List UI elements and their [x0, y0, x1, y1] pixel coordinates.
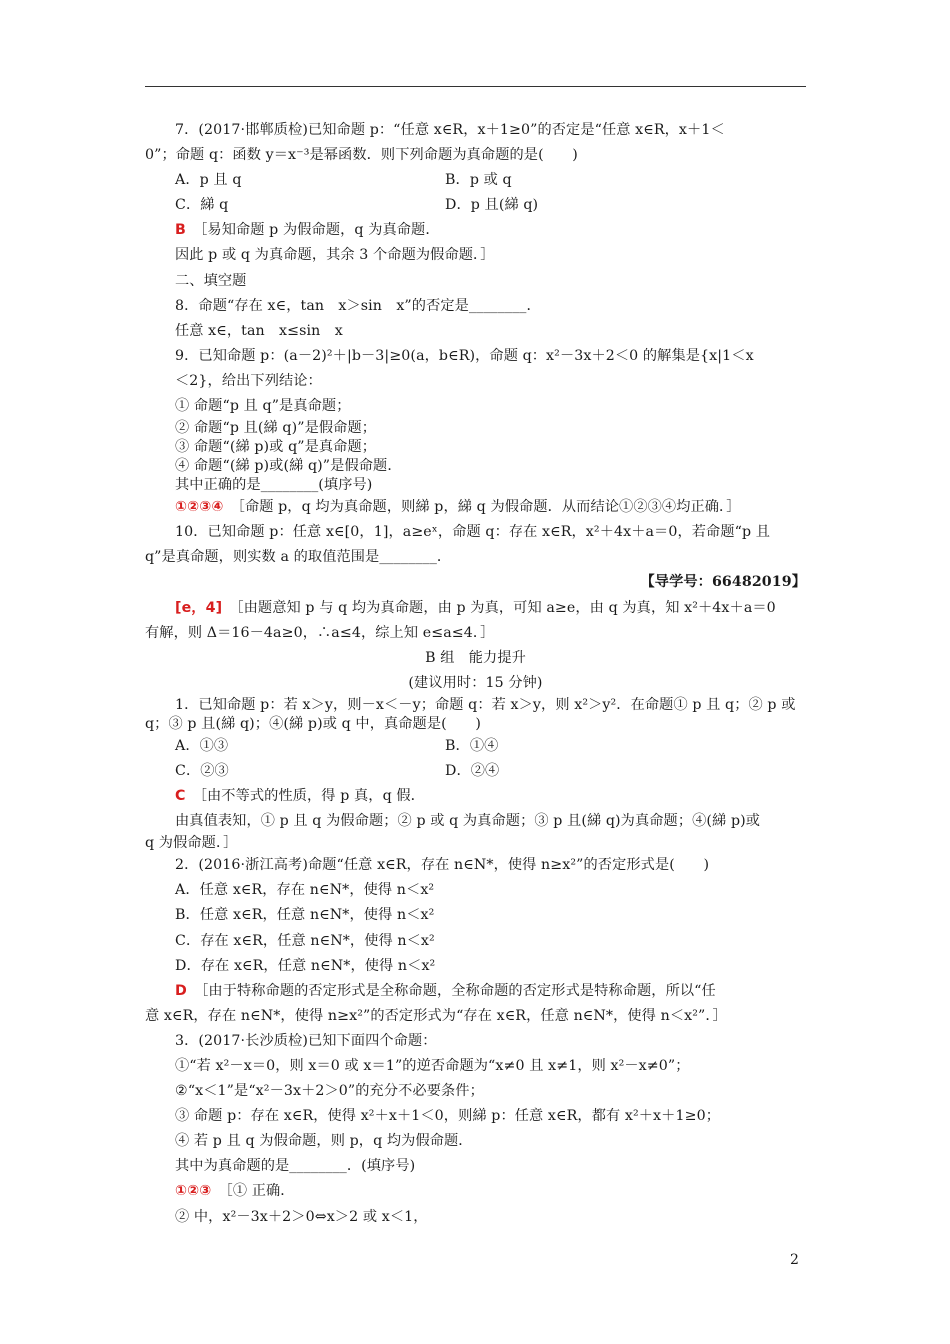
option-row: [145, 193, 806, 218]
line-text: A．任意 x∈R，存在 n∈N*，使得 n＜x²: [175, 882, 435, 899]
text-line: [145, 1054, 806, 1079]
answer-key: C: [175, 788, 186, 805]
answer-key: B: [175, 222, 186, 239]
line-text: ① 命题“p 且 q”是真命题；: [175, 398, 351, 415]
text-line: [145, 1029, 806, 1054]
text-line: [145, 954, 806, 979]
line-text: 7．(2017·邯郸质检)已知命题 p：“任意 x∈R，x＋1≥0”的否定是“任意 x∈R，x＋1＜: [175, 122, 725, 138]
option-left: A．p 且 q: [175, 172, 242, 189]
text-line: [145, 878, 806, 903]
line-text: ［易知命题 p 为假命题，q 为真命题．: [200, 222, 440, 239]
line-text: ③ 命题“(綈 p)或 q”是真命题；: [175, 439, 377, 456]
line-text: 1．已知命题 p：若 x＞y，则－x＜－y；命题 q：若 x＞y，则 x²＞y²．在命题① p 且 q；② p 或: [175, 696, 796, 713]
option-left: A．①③: [175, 737, 229, 754]
answer-line: [145, 596, 806, 621]
option-row: [145, 168, 806, 193]
text-line: [145, 696, 806, 715]
text-line: [145, 715, 806, 734]
line-text: B 组 能力提升: [425, 649, 526, 666]
text-line: [145, 419, 806, 438]
option-left: C．綈 q: [175, 197, 229, 214]
text-line: [145, 1004, 806, 1029]
text-line: [145, 369, 806, 394]
text-line: [145, 903, 806, 928]
document-body: [145, 118, 806, 1230]
text-line: [145, 1205, 806, 1230]
line-text: C．存在 x∈R，任意 n∈N*，使得 n＜x²: [175, 932, 435, 949]
line-text: 有解，则 Δ＝16－4a≥0，∴a≤4，综上知 e≤a≤4．］: [145, 624, 495, 641]
option-row: [145, 734, 806, 759]
line-text: ④ 命题“(綈 p)或(綈 q)”是假命题．: [175, 458, 402, 475]
line-text: ② 命题“p 且(綈 q)”是假命题；: [175, 420, 377, 437]
line-text: 意 x∈R，存在 n∈N*，使得 n≥x²”的否定形式为“存在 x∈R，任意 n∈N*，使得 n＜x²”．］: [145, 1007, 727, 1024]
line-text: (建议用时：15 分钟): [408, 674, 543, 691]
text-line: [145, 118, 806, 143]
option-row: [145, 759, 806, 784]
answer-line: [145, 1179, 806, 1204]
answer-line: [145, 218, 806, 243]
line-text: ［由题意知 p 与 q 均为真命题，由 p 为真，可知 a≥e，由 q 为真，知 x²＋4x＋a＝0: [236, 599, 776, 616]
text-line: [145, 476, 806, 495]
text-line: [145, 646, 806, 671]
answer-key: ①②③④: [175, 499, 224, 516]
line-text: ②“x＜1”是“x²－3x＋2＞0”的充分不必要条件；: [175, 1083, 484, 1100]
text-line: [145, 1129, 806, 1154]
text-line: [145, 834, 806, 853]
text-line: [145, 520, 806, 545]
text-line: [145, 438, 806, 457]
text-line: [145, 269, 806, 294]
line-text: 0”；命题 q：函数 y＝x⁻³是幂函数．则下列命题为真命题的是( ): [145, 147, 578, 164]
line-text: 任意 x∈，tan x≤sin x: [175, 322, 343, 339]
line-text: ［命题 p，q 均为真命题，则綈 p，綈 q 为假命题．从而结论①②③④均正确．］: [237, 499, 741, 516]
line-text: 其中正确的是________(填序号): [175, 477, 373, 494]
line-text: 8．命题“存在 x∈，tan x＞sin x”的否定是________．: [175, 297, 541, 314]
answer-key: ①②③: [175, 1183, 212, 1200]
line-text: 二、填空题: [175, 272, 247, 289]
text-line: [145, 1079, 806, 1104]
line-text: ③ 命题 p：存在 x∈R，使得 x²＋x＋1＜0，则綈 p：任意 x∈R，都有 x²＋x＋1≥0；: [175, 1108, 720, 1125]
line-text: ①“若 x²－x＝0，则 x＝0 或 x＝1”的逆否命题为“x≠0 且 x≠1，则 x²－x≠0”；: [175, 1058, 690, 1074]
line-text: B．任意 x∈R，任意 n∈N*，使得 n＜x²: [175, 907, 435, 924]
line-text: 9．已知命题 p：(a－2)²＋|b－3|≥0(a，b∈R)，命题 q：x²－3x＋2＜0 的解集是{x|1＜x: [175, 347, 754, 364]
option-right: D．p 且(綈 q): [445, 197, 539, 214]
line-text: 由真值表知，① p 且 q 为假命题；② p 或 q 为真命题；③ p 且(綈 q)为真命题；④(綈 p)或: [175, 813, 761, 830]
answer-key: [e，4]: [175, 599, 223, 616]
line-text: q；③ p 且(綈 q)；④(綈 p)或 q 中，真命题是( ): [145, 715, 481, 732]
text-line: [145, 853, 806, 878]
text-line: [145, 809, 806, 834]
text-line: [145, 394, 806, 419]
text-line: [145, 319, 806, 344]
text-line: [145, 621, 806, 646]
line-text: 其中为真命题的是________．(填序号): [175, 1158, 416, 1175]
header-rule: [145, 86, 806, 87]
page-number: 2: [790, 1252, 799, 1268]
option-right: B．①④: [445, 737, 499, 754]
line-text: D．存在 x∈R，任意 n∈N*，使得 n＜x²: [175, 957, 436, 974]
answer-line: [145, 979, 806, 1004]
text-line: [145, 929, 806, 954]
answer-key: D: [175, 982, 187, 999]
text-line: [145, 143, 806, 168]
line-text: 2．(2016·浙江高考)命题“任意 x∈R，存在 n∈N*，使得 n≥x²”的否定形式是( ): [175, 857, 710, 874]
option-right: D．②④: [445, 762, 500, 779]
text-line: [145, 344, 806, 369]
text-line: [145, 1104, 806, 1129]
text-line: [145, 570, 806, 595]
answer-line: [145, 784, 806, 809]
line-text: ＜2}，给出下列结论：: [175, 372, 322, 389]
option-right: B．p 或 q: [445, 172, 512, 189]
line-text: 因此 p 或 q 为真命题，其余 3 个命题为假命题．］: [175, 247, 495, 264]
line-text: 10．已知命题 p：任意 x∈[0，1]，a≥eˣ，命题 q：存在 x∈R，x²＋4x＋a＝0，若命题“p 且: [175, 524, 771, 541]
line-text: q 为假命题．］: [145, 835, 238, 852]
text-line: [145, 457, 806, 476]
line-text: q”是真命题，则实数 a 的取值范围是________．: [145, 549, 452, 566]
text-line: [145, 294, 806, 319]
line-text: ④ 若 p 且 q 为假命题，则 p，q 均为假命题．: [175, 1133, 473, 1150]
option-left: C．②③: [175, 762, 229, 779]
line-text: ② 中，x²－3x＋2＞0⇔x＞2 或 x＜1，: [175, 1208, 428, 1225]
text-line: [145, 671, 806, 696]
text-line: [145, 1154, 806, 1179]
answer-line: [145, 495, 806, 520]
line-text: ［① 正确．: [225, 1183, 295, 1200]
text-line: [145, 243, 806, 268]
line-text: 3．(2017·长沙质检)已知下面四个命题：: [175, 1032, 437, 1049]
line-text: ［由不等式的性质，得 p 真，q 假．: [199, 788, 425, 805]
line-text: 【导学号：66482019】: [640, 574, 806, 591]
text-line: [145, 545, 806, 570]
line-text: ［由于特称命题的否定形式是全称命题，全称命题的否定形式是特称命题，所以“任: [201, 982, 716, 999]
